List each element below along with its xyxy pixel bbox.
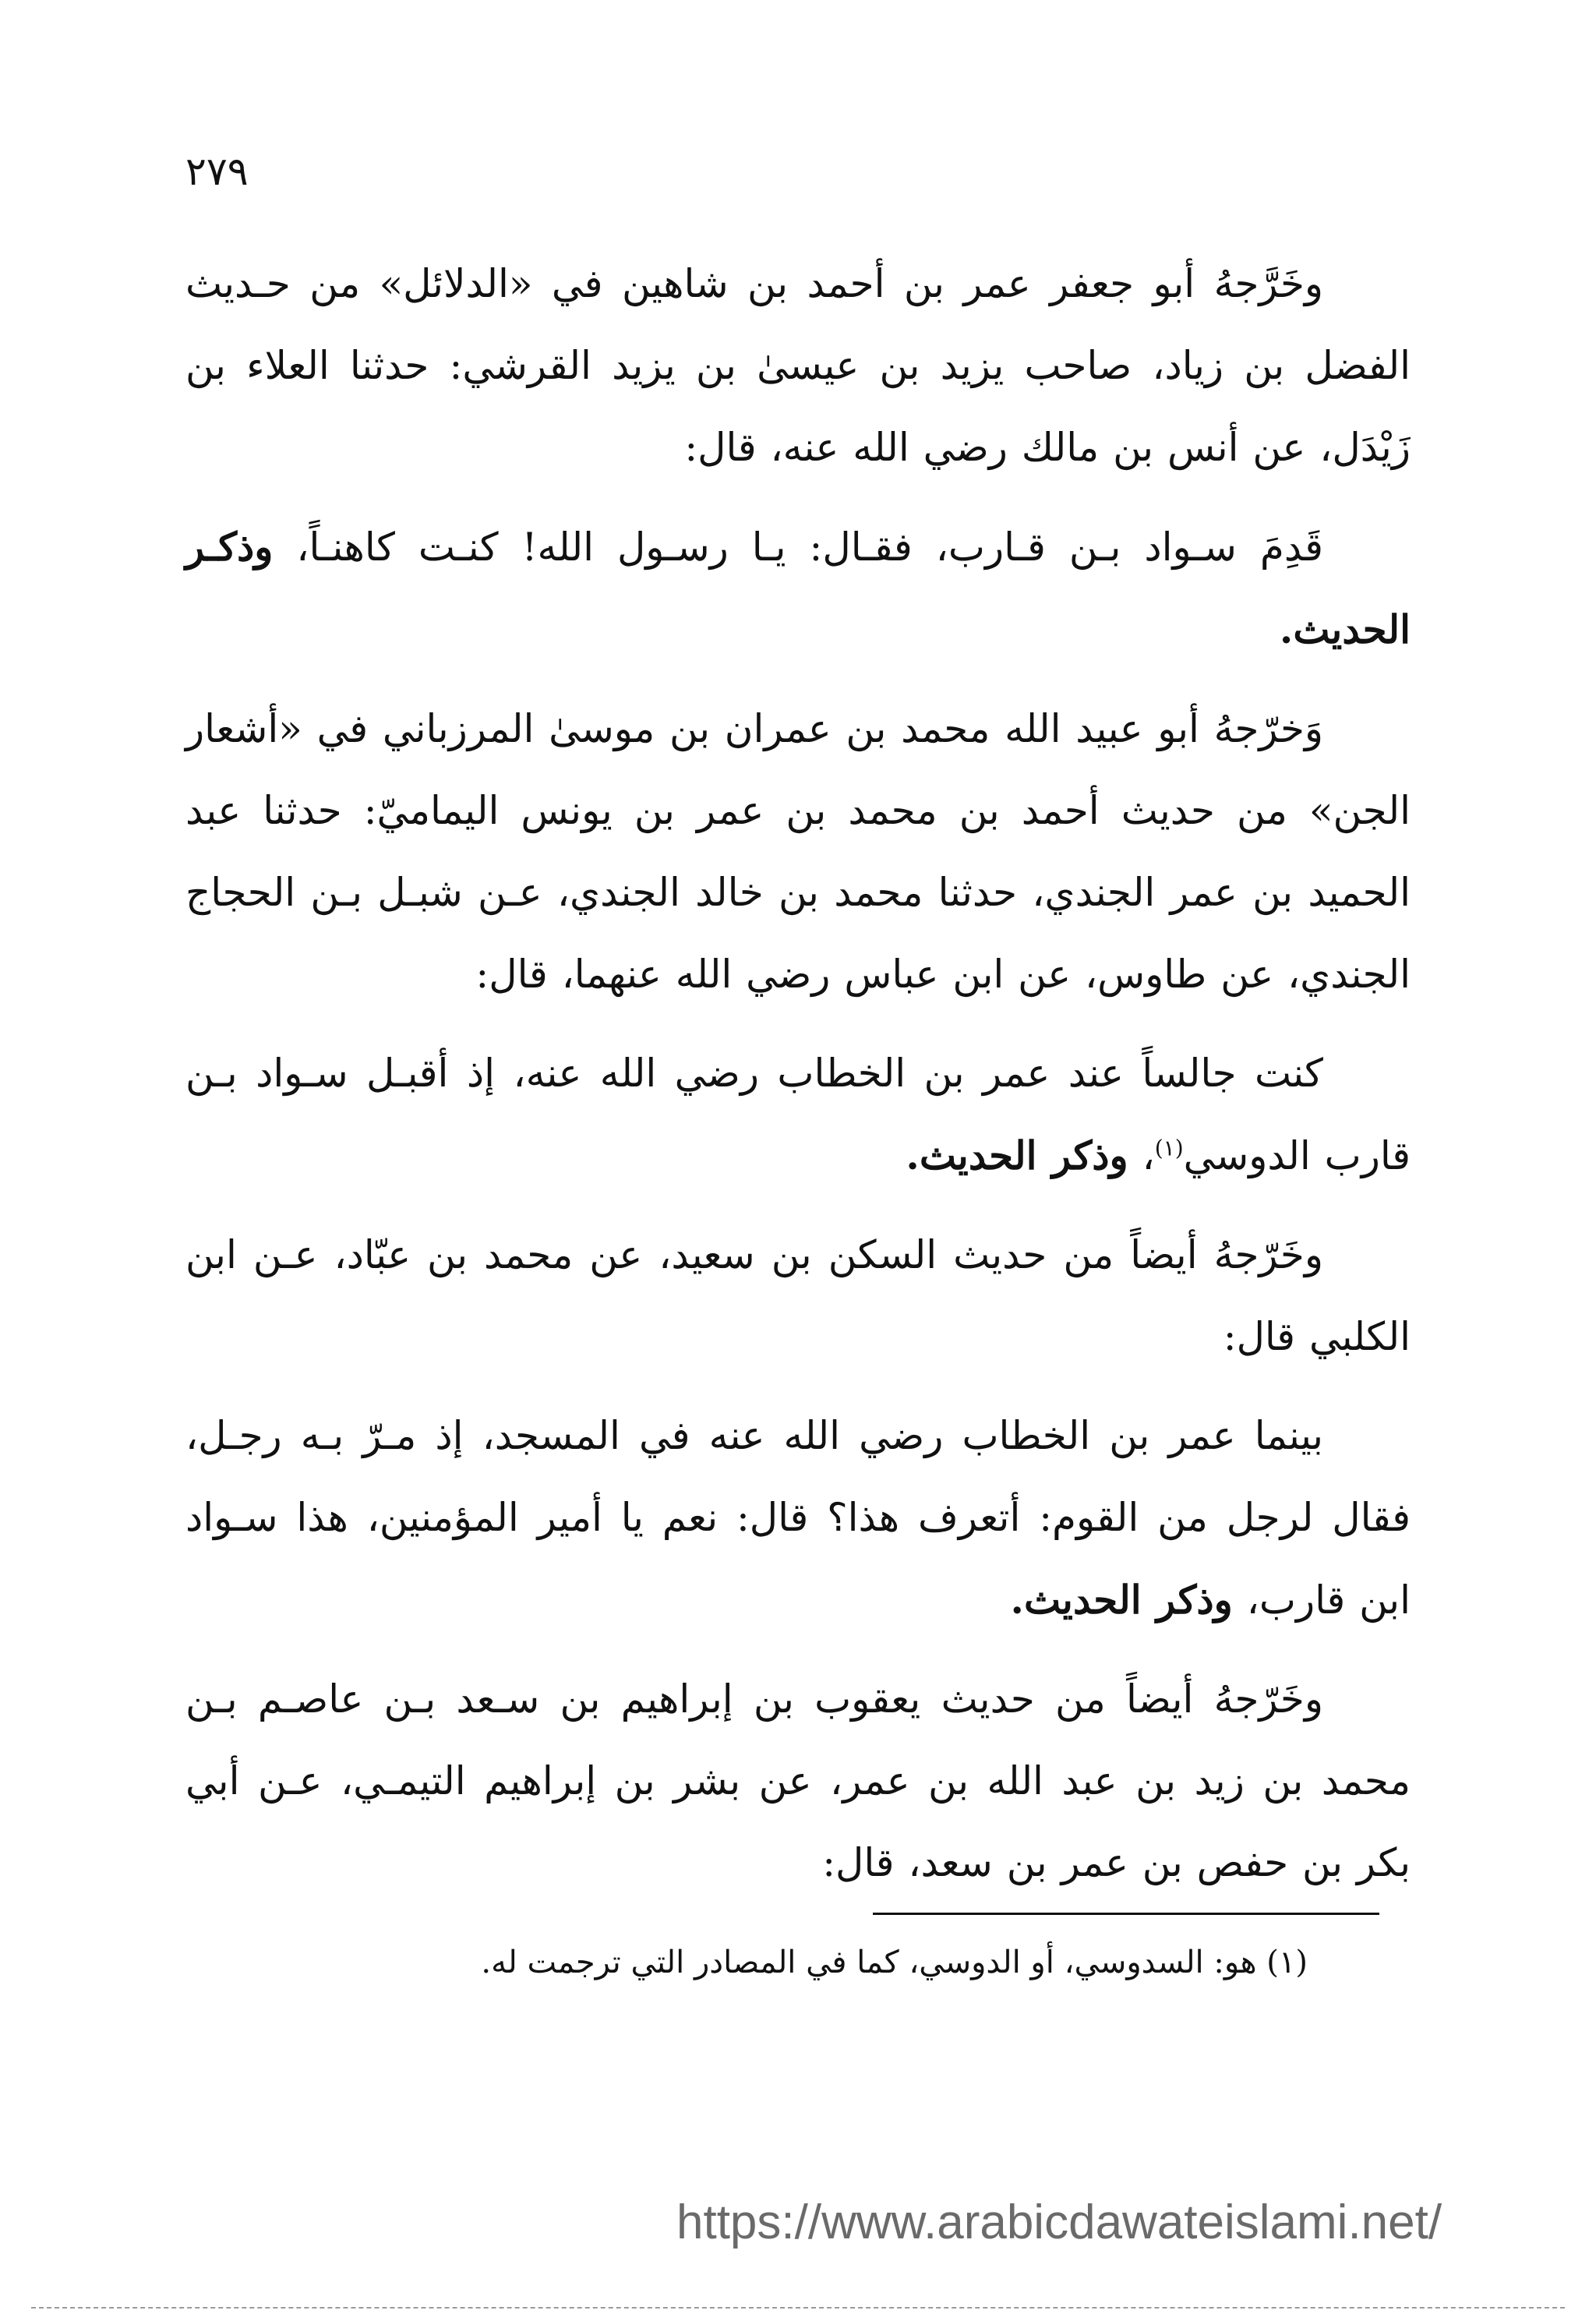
bold-phrase: وذكـر الحديث.: [185, 524, 1411, 652]
bottom-border: [31, 2307, 1565, 2309]
paragraph-text: وخَرّجهُ أيضاً من حديث السكن بن سعيد، عن محمد بن عبّاد، عـن ابن الكلبي قال:: [185, 1232, 1411, 1359]
footnote-marker: (١): [1154, 1135, 1184, 1161]
body-text: [185, 243, 1411, 1921]
paragraph-text: بينما عمر بن الخطاب رضي الله عنه في المسجد، إذ مـرّ بـه رجـل، فقال لرجل من القوم: أتعرف هذا؟ قال: نعم يا أمير المؤمنين، هذا سـواد ابن قارب،: [185, 1413, 1411, 1623]
paragraph-punctuation: ،: [1142, 1133, 1155, 1178]
paragraph-1: [185, 243, 1411, 489]
paragraph-3: [185, 688, 1411, 1016]
paragraph-text: وَخرّجهُ أبو عبيد الله محمد بن عمران بن موسىٰ المرزباني في «أشعار الجن» من حديث أحمد بن محمد بن عمر بن يونس اليماميّ: حدثنا عبد الحميد بن عمر الجندي، حدثنا محمد بن خالد الجندي، عـن شبـل بـن الحجاج الجندي، عن طاوس، عن ابن عباس رضي الله عنهما، قال:: [185, 706, 1411, 997]
footnote: (١) هو: السدوسي، أو الدوسي، كما في المصادر التي ترجمت له.: [481, 1945, 1308, 1980]
bold-phrase: وذكر الحديث.: [1010, 1577, 1233, 1623]
bold-phrase: وذكر الحديث.: [906, 1132, 1128, 1178]
paragraph-7: [185, 1659, 1411, 1904]
paragraph-text: كنت جالساً عند عمر بن الخطاب رضي الله عنه، إذ أقبـل سـواد بـن قارب الدوسي: [185, 1051, 1411, 1178]
watermark-url: https://www.arabicdawateislami.net/: [676, 2196, 1442, 2249]
page-number: ٢٧٩: [185, 149, 249, 194]
footnote-divider: [873, 1913, 1379, 1915]
paragraph-4: [185, 1033, 1411, 1197]
paragraph-text: قَدِمَ سـواد بـن قـارب، فقـال: يـا رسـول الله! كنـت كاهنـاً،: [296, 525, 1323, 570]
paragraph-6: [185, 1395, 1411, 1641]
paragraph-2: [185, 506, 1411, 671]
paragraph-5: [185, 1214, 1411, 1378]
paragraph-text: وخَرّجهُ أيضاً من حديث يعقوب بن إبراهيم بن سـعد بـن عاصـم بـن محمد بن زيد بن عبد الله بن عمر، عن بشر بن إبراهيم التيمـي، عـن أبي بكر بن حفص بن عمر بن سعد، قال:: [185, 1676, 1411, 1885]
paragraph-text: وخَرَّجهُ أبو جعفر عمر بن أحمد بن شاهين في «الدلائل» من حـديث الفضل بن زياد، صاحب يزيد بن عيسىٰ بن يزيد القرشي: حدثنا العلاء بن زَيْدَل، عن أنس بن مالك رضي الله عنه، قال:: [185, 261, 1411, 470]
